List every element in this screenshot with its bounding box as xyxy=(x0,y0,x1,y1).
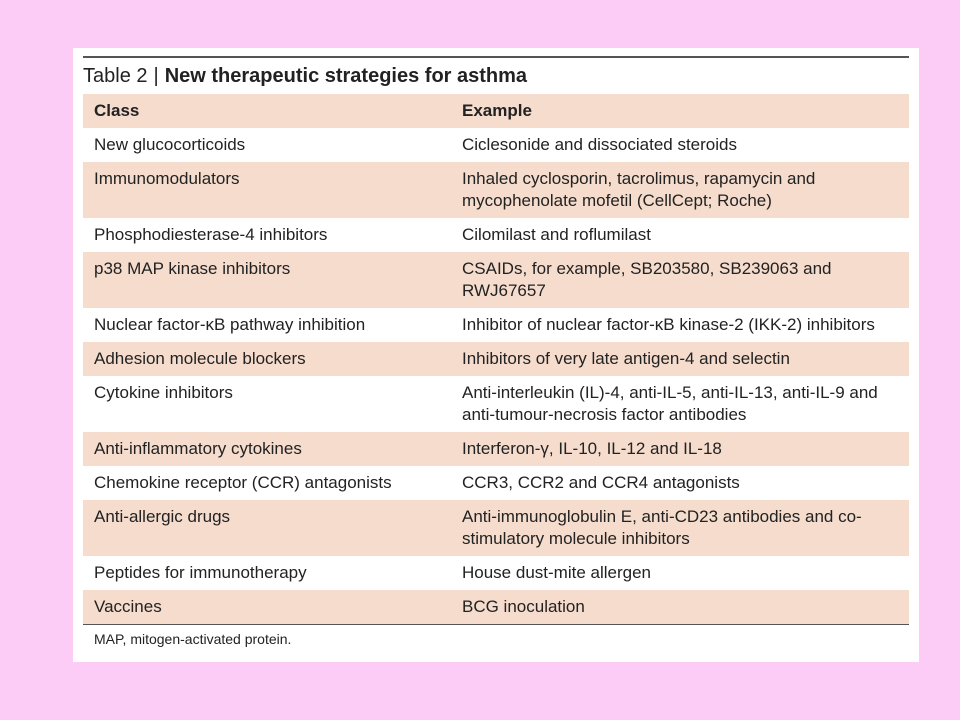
row-example: Anti-immunoglobulin E, anti-CD23 antibodies and co-stimulatory molecule inhibitors xyxy=(451,500,909,556)
row-class: Phosphodiesterase-4 inhibitors xyxy=(94,225,328,244)
table-header-row xyxy=(83,94,909,128)
table-row xyxy=(83,252,909,308)
table-row xyxy=(83,466,909,500)
table-row xyxy=(83,308,909,342)
row-class: Anti-allergic drugs xyxy=(83,500,451,556)
table-row xyxy=(83,432,909,466)
table-footnote: MAP, mitogen-activated protein. xyxy=(94,631,292,647)
row-example: Anti-interleukin (IL)-4, anti-IL-5, anti-IL-13, anti-IL-9 and anti-tumour-necrosis factor antibodies xyxy=(462,383,878,424)
header-example: Example xyxy=(451,94,909,128)
row-class: Vaccines xyxy=(83,590,451,624)
table-title xyxy=(83,56,909,94)
row-example: Interferon-γ, IL-10, IL-12 and IL-18 xyxy=(451,432,909,466)
row-example: CCR3, CCR2 and CCR4 antagonists xyxy=(462,473,740,492)
table-card xyxy=(73,48,919,662)
row-example: House dust-mite allergen xyxy=(462,563,651,582)
row-class: Anti-inflammatory cytokines xyxy=(83,432,451,466)
row-example: Inhibitor of nuclear factor-κB kinase-2 (IKK-2) inhibitors xyxy=(462,315,875,334)
strategies-table xyxy=(83,94,909,624)
row-example: Inhaled cyclosporin, tacrolimus, rapamycin and mycophenolate mofetil (CellCept; Roche) xyxy=(451,162,909,218)
row-example: Inhibitors of very late antigen-4 and selectin xyxy=(451,342,909,376)
row-class: Peptides for immunotherapy xyxy=(94,563,307,582)
table-row xyxy=(83,500,909,556)
title-separator: | xyxy=(153,64,159,87)
row-example: CSAIDs, for example, SB203580, SB239063 and RWJ67657 xyxy=(451,252,909,308)
table-row xyxy=(83,376,909,432)
row-example: BCG inoculation xyxy=(451,590,909,624)
table-row xyxy=(83,218,909,252)
row-class: Immunomodulators xyxy=(83,162,451,218)
row-class: Nuclear factor-κB pathway inhibition xyxy=(94,315,366,334)
header-class: Class xyxy=(83,94,451,128)
row-example: Cilomilast and roflumilast xyxy=(462,225,651,244)
row-example: Ciclesonide and dissociated steroids xyxy=(462,135,737,154)
table-row xyxy=(83,556,909,590)
table-row xyxy=(83,162,909,218)
table-row xyxy=(83,342,909,376)
table-row xyxy=(83,128,909,162)
table-container xyxy=(83,56,909,647)
row-class: p38 MAP kinase inhibitors xyxy=(83,252,451,308)
table-row xyxy=(83,590,909,624)
row-class: Chemokine receptor (CCR) antagonists xyxy=(94,473,392,492)
table-title-text: New therapeutic strategies for asthma xyxy=(164,64,528,87)
row-class: Adhesion molecule blockers xyxy=(83,342,451,376)
table-label: Table 2 xyxy=(83,64,148,87)
row-class: New glucocorticoids xyxy=(94,135,246,154)
row-class: Cytokine inhibitors xyxy=(94,383,233,402)
